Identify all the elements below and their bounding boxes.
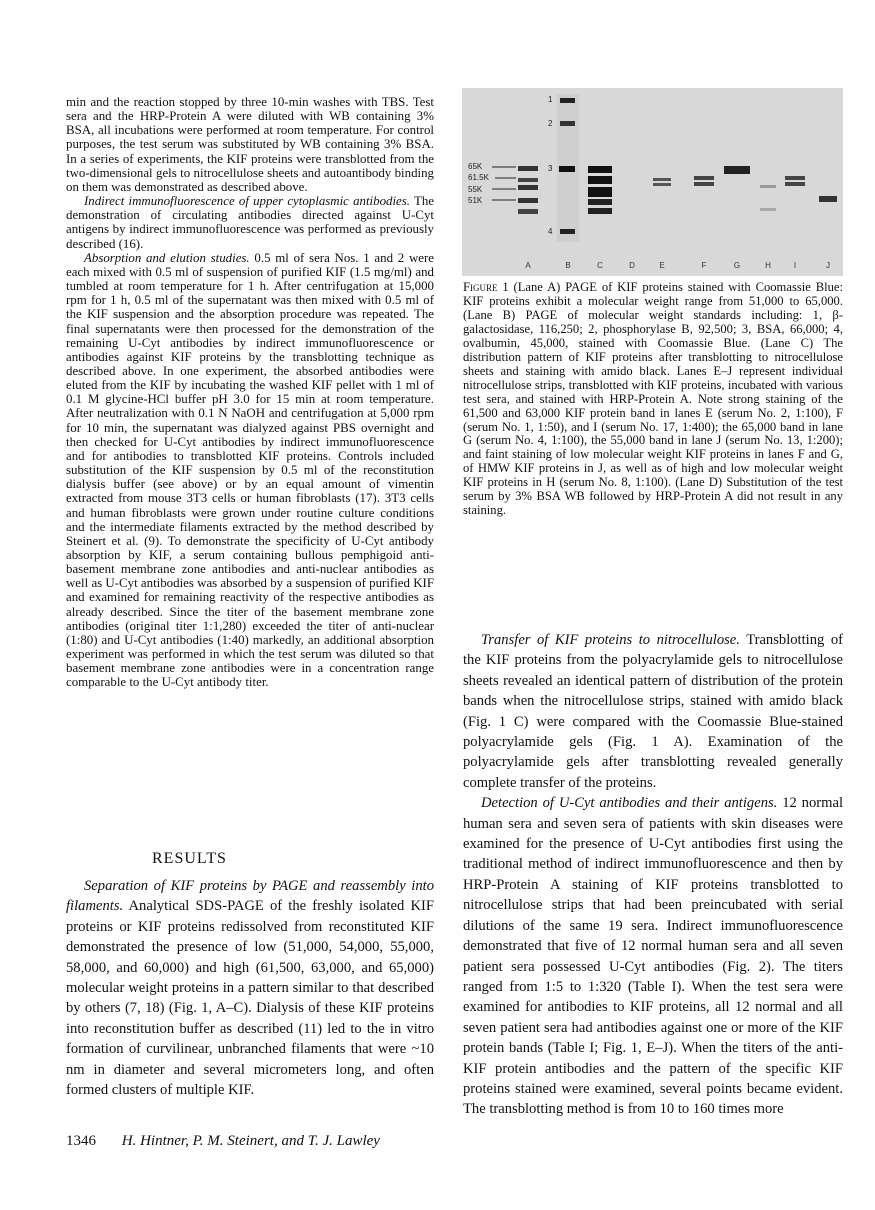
gel-blot-svg [462, 88, 843, 276]
standard-label-2: 2 [548, 119, 553, 128]
marker-label-61-5k: 61.5K [468, 173, 489, 182]
lane-label-e: E [659, 261, 665, 270]
right-column [463, 630, 843, 1120]
standard-label-3: 3 [548, 164, 553, 173]
run-in-title: Detection of U-Cyt antibodies and their antigens. [481, 795, 778, 812]
marker-label-65k: 65K [468, 162, 483, 171]
left-column-results [66, 876, 434, 1100]
lane-label-j: J [826, 261, 830, 270]
paragraph-detection: Detection of U-Cyt antibodies and their antigens. 12 normal human sera and seven sera of patients with skin diseases were examined for the presence of U-Cyt antibodies first using the traditional method of indirect immunofluorescence and then by HRP-Protein A staining of KIF proteins transblotted to nitrocellulose strips that had been preincubated with serial dilutions of the same 19 sera. Indirect immunofluorescence demonstrated that five of 12 normal human sera and all seven patient sera possessed U-Cyt antibodies (Fig. 2). The titers ranged from 1:5 to 1:320 (Table I). When the test sera were examined for antibodies to KIF proteins, all 12 normal and all seven patient sera had antibodies against one or more of the KIF protein bands (Table I; Fig. 1, E–J). When the titers of the anti-KIF protein antibodies and the pattern of the specific KIF proteins stained were examined, several points became evident. The transblotting method is from 10 to 160 times more [463, 795, 843, 1118]
run-in-title: Transfer of KIF proteins to nitrocellulose. [481, 632, 740, 648]
results-heading: RESULTS [152, 850, 227, 867]
figure-1-caption [463, 281, 843, 518]
marker-label-55k: 55K [468, 185, 483, 194]
lane-label-b: B [565, 261, 571, 270]
standard-label-1: 1 [548, 95, 553, 104]
marker-label-51k: 51K [468, 196, 483, 205]
standard-label-4: 4 [548, 227, 553, 236]
page-footer [66, 1133, 566, 1150]
paragraph-methods-continued: min and the reaction stopped by three 10-min washes with TBS. Test sera and the HRP-Protein A were diluted with WB containing 3% BSA, all incubations were performed at room temperature. For control purposes, the test serum was substituted by WB containing 3% BSA. In a series of experiments, the KIF proteins were transblotted from the two-dimensional gels to nitrocellulose sheets and autoantibody binding on them was demonstrated as described above. [66, 95, 434, 194]
lane-label-i: I [793, 261, 797, 270]
caption-body: (Lane A) PAGE of KIF proteins stained with Coomassie Blue: KIF proteins exhibit a molecular weight range from 51,000 to 65,000. (Lane B) PAGE of molecular weight standards including: 1, β-galactosidase, 116,250; 2, phosphorylase B, 92,500; 3, BSA, 66,000; 4, ovalbumin, 45,000, stained with Coomassie Blue. (Lane C) The distribution pattern of KIF proteins after transblotting to nitrocellulose sheets and staining with amido black. Lanes E–J represent individual nitrocellulose strips, transblotted with KIF proteins, incubated with various test sera, and stained with HRP-Protein A. Note strong staining of the 61,500 and 63,000 KIF protein band in lanes E (serum No. 2, 1:100), F (serum No. 1, 1:50), and I (serum No. 17, 1:400); the 65,000 band in lane G (serum No. 4, 1:100), the 55,000 band in lane J (serum No. 13, 1:200); and faint staining of low molecular weight KIF proteins in lanes F and G, of HMW KIF proteins in J, as well as of high and low molecular weight KIF proteins in H (serum No. 8, 1:100). (Lane D) Substitution of the test serum by 3% BSA WB followed by HRP-Protein A did not result in any staining. [463, 280, 843, 518]
run-in-title: Absorption and elution studies. [84, 250, 250, 265]
lane-label-h: H [765, 261, 771, 270]
paragraph-separation: Separation of KIF proteins by PAGE and reassembly into filaments. Analytical SDS-PAGE of the freshly isolated KIF proteins or KIF proteins redissolved from reconstituted KIF demonstrated the presence of low (51,000, 54,000, 55,000, 58,000, and 60,000) and high (61,500, 63,000, and 65,000) molecular weight proteins in a pattern similar to that described by others (7, 18) (Fig. 1, A–C). Dialysis of these KIF proteins into reconstitution buffer as described (11) led to the in vitro formation of curvilinear, unbranched filaments that were ~10 nm in diameter and several micrometers long, and often formed clusters of multiple KIF. [66, 878, 434, 1099]
lane-label-c: C [597, 261, 603, 270]
paragraph-immunofluorescence: Indirect immunofluorescence of upper cytoplasmic antibodies. The demonstration of circulating antibodies directed against U-Cyt antigens by indirect immunofluorescence was performed as previously described (16). [66, 194, 434, 251]
lane-label-a: A [525, 261, 531, 270]
lane-label-f: F [701, 261, 707, 270]
lane-label-g: G [733, 261, 741, 270]
running-authors: H. Hintner, P. M. Steinert, and T. J. Lawley [121, 1133, 380, 1149]
page-number: 1346 [66, 1133, 96, 1149]
paragraph-absorption: Absorption and elution studies. 0.5 ml of sera Nos. 1 and 2 were each mixed with 0.5 ml of suspension of purified KIF (1.5 mg/ml) and tumbled at room temperature for 1 h. After centrifugation at 15,000 rpm for 1 h, 0.5 ml of the supernatant was then mixed with 0.5 ml of the KIF suspension and the absorption procedure was repeated. The final supernatants were then processed for the demonstration of the remaining U-Cyt antibodies by indirect immunofluorescence or antibodies against KIF proteins by the transblotting technique as described above. In one experiment, the absorbed antibodies were eluted from the KIF by incubating the washed KIF pellet with 1 ml of 0.1 M glycine-HCl buffer pH 3.0 for 15 min at room temperature. After neutralization with 0.1 N NaOH and centrifugation at 5,000 rpm for 10 min, the supernatant was dialyzed against PBS overnight and then checked for U-Cyt antibodies by indirect immunofluorescence and for antibodies to transblotted KIF proteins. Controls included substitution of the KIF suspension by 0.5 ml of the reconstitution dialysis buffer (see above) or by an equal amount of vimentin extracted from mouse 3T3 cells or human fibroblasts (17). 3T3 cells and human fibroblasts were grown under routine culture conditions and the intermediate filaments extracted by the method described by Steinert et al. (9). To demonstrate the specificity of U-Cyt antibody absorption by KIF, a serum containing bullous pemphigoid anti-basement membrane zone antibodies and anti-nuclear antibodies as well as U-Cyt antibodies was absorbed by a suspension of purified KIF and examined for remaining reactivity of the respective antibodies as already described. Since the titer of the basement membrane zone antibodies (original titer 1:1,280) exceeded the titer of anti-nuclear (1:80) and U-Cyt antibodies (1:40) markedly, an additional absorption experiment was performed in which the test serum was diluted so that basement membrane zone antibodies were in a concentration range comparable to the U-Cyt antibody titer. [66, 250, 434, 690]
caption-title: Figure 1 [463, 280, 509, 294]
left-column [66, 95, 434, 690]
lane-label-d: D [629, 261, 635, 270]
paragraph-transfer: Transfer of KIF proteins to nitrocellulose. Transblotting of the KIF proteins from the polyacrylamide gels to nitrocellulose sheets revealed an identical pattern of distribution of the protein bands when the nitrocellulose strips, stained with amido black (Fig. 1 C) were compared with the Coomassie Blue-stained polyacrylamide gels (Fig. 1 A). Examination of the polyacrylamide gels after transblotting revealed generally complete transfer of the proteins. [463, 632, 843, 791]
figure-1-gel-image [462, 88, 843, 276]
run-in-title: Separation of KIF proteins by PAGE and reassembly into filaments. [66, 878, 434, 915]
run-in-title: Indirect immunofluorescence of upper cytoplasmic antibodies. [84, 194, 411, 209]
